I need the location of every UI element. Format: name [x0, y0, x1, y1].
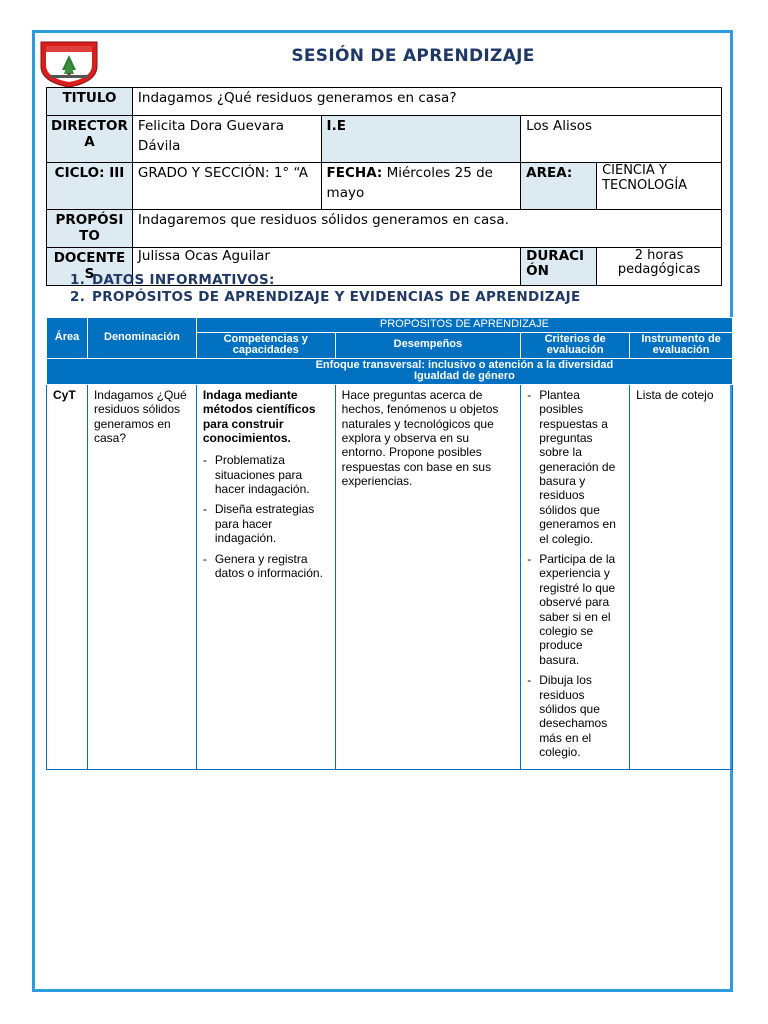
duracion-value: 2 horas pedagógicas: [597, 248, 722, 286]
grado-value: 1° “A: [273, 165, 308, 181]
fecha-cell: [321, 163, 521, 210]
list-item: - Genera y registra datos o información.: [203, 552, 329, 581]
docentes-label: DOCENTES: [47, 248, 133, 286]
page-title: SESIÓN DE APRENDIZAJE: [291, 46, 535, 66]
row-competencias: [196, 384, 335, 769]
ie-value: Los Alisos: [521, 116, 722, 163]
row-criterios: [521, 384, 630, 769]
grado-label: GRADO Y SECCIÓN:: [137, 165, 270, 181]
grado-cell: [132, 163, 321, 210]
row-area: CyT: [47, 384, 88, 769]
row-denominacion: Indagamos ¿Qué residuos sólidos generamos en casa?: [87, 384, 196, 769]
header-propositos: PROPÓSITOS DE APRENDIZAJE: [196, 318, 732, 333]
directora-label: DIRECTORA: [47, 116, 133, 163]
section-heading: 1. DATOS INFORMATIVOS:: [70, 272, 275, 288]
header-denominacion: Denominación: [87, 318, 196, 359]
docentes-value: Julissa Ocas Aguilar: [132, 248, 520, 286]
list-item: - Participa de la experiencia y registré lo que observé para saber si en el colegio se produce basura.: [527, 552, 623, 667]
area-value: CIENCIA Y TECNOLOGÍA: [597, 163, 722, 210]
header-criterios: Criterios de evaluación: [521, 332, 630, 358]
section-heading: 2. PROPÓSITOS DE APRENDIZAJE Y EVIDENCIAS DE APRENDIZAJE: [70, 289, 581, 305]
proposito-label: PROPÓSITO: [47, 210, 133, 248]
fecha-value: Miércoles 25 de mayo: [326, 165, 493, 201]
header-desempenos: Desempeños: [335, 332, 521, 358]
proposito-value: Indagaremos que residuos sólidos generamos en casa.: [132, 210, 721, 248]
titulo-label: TITULO: [47, 88, 133, 116]
fecha-label: FECHA:: [326, 165, 383, 181]
section-list: [70, 272, 580, 306]
list-item: - Dibuja los residuos sólidos que desechamos más en el colegio.: [527, 673, 623, 759]
capacidades-list: [203, 453, 329, 580]
school-logo: [38, 36, 100, 88]
row-instrumento: Lista de cotejo: [630, 384, 733, 769]
header-instrumento: Instrumento de evaluación: [630, 332, 733, 358]
competencia-text: Indaga mediante métodos científicos para construir conocimientos.: [202, 387, 316, 445]
ciclo-label: CICLO: III: [47, 163, 133, 210]
info-table: [46, 87, 722, 286]
directora-value: Felicita Dora Guevara Dávila: [132, 116, 321, 163]
titulo-value: Indagamos ¿Qué residuos generamos en casa?: [132, 88, 721, 116]
header-competencias: Competencias y capacidades: [196, 332, 335, 358]
list-item: - Problematiza situaciones para hacer indagación.: [203, 453, 329, 496]
duracion-label: DURACIÓN: [521, 248, 597, 286]
purposes-table: [46, 317, 733, 770]
header-area: Área: [47, 318, 88, 359]
row-desempeno: Hace preguntas acerca de hechos, fenómenos u objetos naturales y tecnológicos que explora y observa en su entorno. Propone posibles respuestas con base en sus experiencias.: [335, 384, 521, 769]
list-item: - Plantea posibles respuestas a preguntas sobre la generación de basura y residuos sólidos que generamos en el colegio.: [527, 388, 623, 546]
enfoque-transversal: Enfoque transversal: inclusivo o atención a la diversidad Igualdad de género: [196, 358, 732, 384]
ie-label: I.E: [321, 116, 521, 163]
list-item: - Diseña estrategias para hacer indagación.: [203, 502, 329, 545]
area-label: AREA:: [521, 163, 597, 210]
criterios-list: [527, 388, 623, 760]
